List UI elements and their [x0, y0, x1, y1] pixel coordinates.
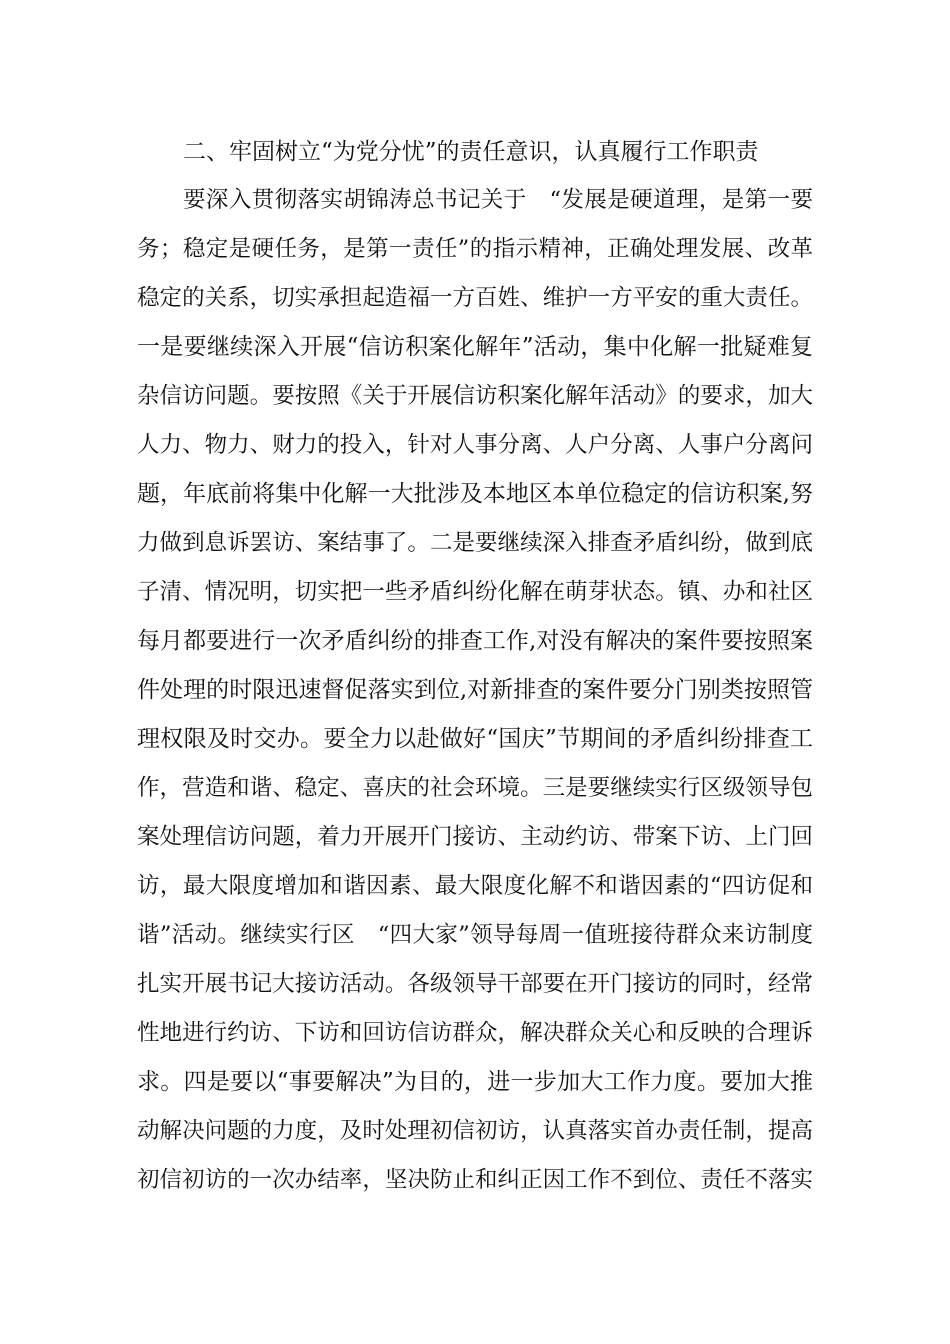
body-line: 子清、情况明，切实把一些矛盾纠纷化解在萌芽状态。镇、办和社区: [137, 579, 813, 605]
body-line: 谐”活动。继续实行区 “四大家”领导每周一值班接待群众来访制度: [137, 922, 813, 948]
body-line: 要深入贯彻落实胡锦涛总书记关于 “发展是硬道理，是第一要: [183, 187, 813, 213]
body-line: 一是要继续深入开展“信访积案化解年”活动，集中化解一批疑难复: [137, 334, 813, 360]
body-line: 访，最大限度增加和谐因素、最大限度化解不和谐因素的“四访促和: [137, 873, 813, 899]
body-line: 初信初访的一次办结率，坚决防止和纠正因工作不到位、责任不落实: [137, 1167, 813, 1193]
body-line: 动解决问题的力度，及时处理初信初访，认真落实首办责任制，提高: [137, 1118, 813, 1144]
body-line: 人力、物力、财力的投入，针对人事分离、人户分离、人事户分离问: [137, 432, 813, 458]
body-line: 性地进行约访、下访和回访信访群众，解决群众关心和反映的合理诉: [137, 1020, 813, 1046]
body-line: 件处理的时限迅速督促落实到位,对新排查的案件要分门别类按照管: [137, 677, 813, 703]
body-line: 杂信访问题。要按照《关于开展信访积案化解年活动》的要求，加大: [137, 383, 813, 409]
body-line: 力做到息诉罢访、案结事了。二是要继续深入排查矛盾纠纷，做到底: [137, 530, 813, 556]
body-line: 扎实开展书记大接访活动。各级领导干部要在开门接访的同时，经常: [137, 971, 813, 997]
body-line: 每月都要进行一次矛盾纠纷的排查工作,对没有解决的案件要按照案: [137, 628, 813, 654]
body-line: 题，年底前将集中化解一大批涉及本地区本单位稳定的信访积案,努: [137, 481, 813, 507]
body-line: 作，营造和谐、稳定、喜庆的社会环境。三是要继续实行区级领导包: [137, 775, 813, 801]
body-line: 务；稳定是硬任务，是第一责任”的指示精神，正确处理发展、改革: [137, 236, 813, 262]
section-heading: 二、牢固树立“为党分忧”的责任意识，认真履行工作职责: [183, 139, 759, 165]
body-line: 理权限及时交办。要全力以赴做好“国庆”节期间的矛盾纠纷排查工: [137, 726, 813, 752]
body-line: 求。四是要以“事要解决”为目的，进一步加大工作力度。要加大推: [137, 1069, 813, 1095]
body-line: 案处理信访问题，着力开展开门接访、主动约访、带案下访、上门回: [137, 824, 813, 850]
body-line: 稳定的关系，切实承担起造福一方百姓、维护一方平安的重大责任。: [137, 285, 813, 311]
